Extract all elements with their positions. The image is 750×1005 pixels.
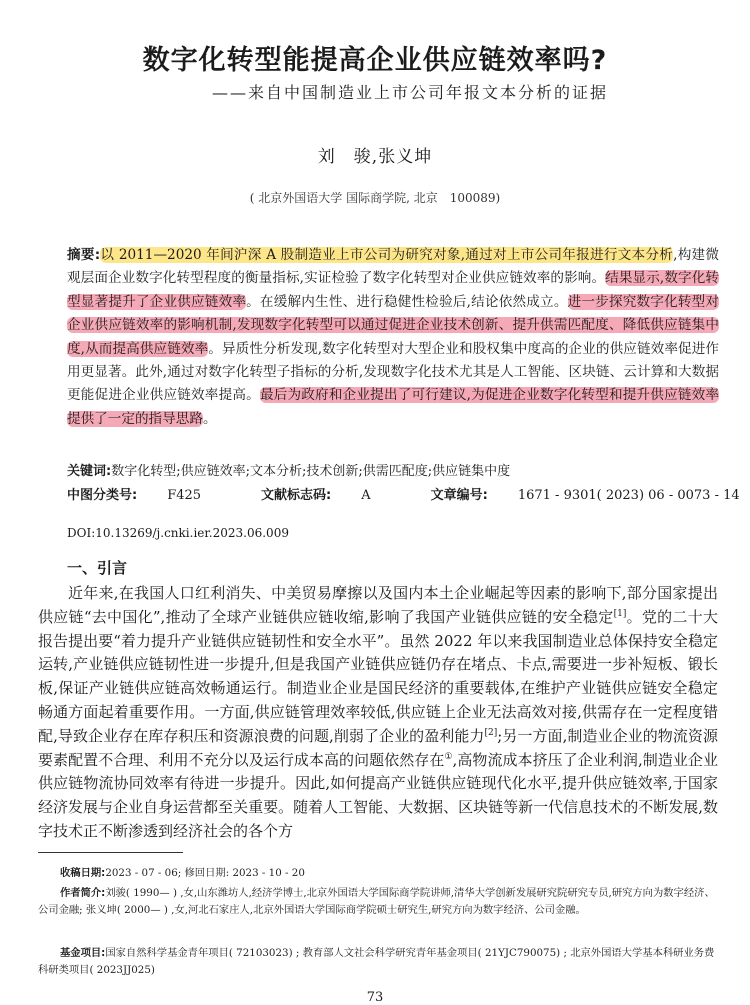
article-number-label: 文章编号:	[430, 488, 488, 503]
footnote-author-bio	[38, 885, 718, 919]
clc-value: F425	[167, 488, 202, 503]
author-bio-value: 刘骏( 1990— ) ,女,山东潍坊人,经济学博士,北京外国语大学国际商学院讲师,清华大学创新发展研究院研究专员,研究方向为数字经济、公司金融; 张义坤( 2000— ) ,女,河北石家庄人,北京外国语大学国际商学院硕士研究生,研究方向为数字经济、公司金融。	[38, 887, 715, 916]
abstract-text: ,构建微观层面企业数字化转型程度的衡量指标,实证检验了数字化转型对企业供应链效率的影响。	[67, 247, 719, 287]
author-bio-label: 作者简介:	[60, 887, 106, 899]
abstract-text: 。在缓解内生性、进行稳健性检验后,结论依然成立。	[246, 293, 568, 310]
paper-title: 数字化转型能提高企业供应链效率吗?	[142, 45, 608, 76]
keywords-value: 数字化转型;供应链效率;文本分析;技术创新;供需匹配度;供应链集中度	[111, 464, 511, 479]
classification-line	[67, 484, 750, 503]
intro-text: 。党的二十大报告提出要“着力提升产业链供应链韧性和安全水平”。虽然 2022 年以来我国制造业总体保持安全稳定运转,产业链供应链韧性进一步提升,但是我国产业链供应链仍存在堵点、卡点,需要进一步补短板、锻长板,保证产业链供应链高效畅通运行。制造业企业是国民经济的重要载体,在维护产业链供应链安全稳定畅通方面起着重要作用。一方面,供应链管理效率较低,供应链上企业无法高效对接,供需存在一定程度错配,导致企业存在库存积压和资源浪费的问题,削弱了企业的盈利能力	[38, 607, 718, 745]
funding-label: 基金项目:	[60, 947, 106, 959]
highlight-yellow-study-sample[interactable]: 以 2011—2020 年间沪深 A 股制造业上市公司为研究对象,通过对上市公司年报进行文本分析	[100, 247, 674, 263]
page-number: 73	[366, 990, 384, 1005]
abstract-label: 摘要:	[67, 247, 101, 263]
intro-text: ;另一方面,制造业企业的物流资源要素配置不合理、利用不充分以及运行成本高的问题依然存在	[38, 726, 718, 769]
abstract-block	[67, 244, 719, 431]
author-affiliation: ( 北京外国语大学 国际商学院, 北京 100089)	[249, 191, 501, 205]
highlight-pink-suggestions[interactable]: 最后为政府和企业提出了可行建议,为促进企业数字化转型和提升供应链效率提供了一定的指导思路	[67, 387, 720, 427]
paper-subtitle: ——来自中国制造业上市公司年报文本分析的证据	[211, 83, 608, 102]
funding-value: 国家自然科学基金青年项目( 72103023) ; 教育部人文社会科学研究青年基金项目( 21YJC790075) ; 北京外国语大学基本科研业务费科研类项目( 2023JJ025)	[38, 947, 715, 976]
dates-value: 2023 - 07 - 06; 修回日期: 2023 - 10 - 20	[105, 867, 305, 879]
intro-text: 近年来,在我国人口红利消失、中美贸易摩擦以及国内本土企业崛起等因素的影响下,部分国家提出供应链“去中国化”,推动了全球产业链供应链收缩,影响了我国产业链供应链的安全稳定	[38, 584, 718, 626]
clc-label: 中图分类号:	[67, 488, 138, 503]
footnote-dates	[60, 865, 710, 882]
dates-label: 收稿日期:	[60, 867, 106, 879]
author-names: 刘 骏,张义坤	[317, 147, 433, 167]
footnote-ref-1[interactable]: ①	[444, 751, 453, 762]
citation-ref-2[interactable]: [2]	[484, 727, 498, 738]
citation-ref-1[interactable]: [1]	[613, 608, 627, 619]
keywords-label: 关键词:	[67, 464, 112, 479]
doi[interactable]: DOI:10.13269/j.cnki.ier.2023.06.009	[67, 526, 289, 540]
doc-code-value: A	[361, 488, 371, 503]
footnote-divider	[38, 852, 183, 853]
abstract-text: 。	[202, 410, 217, 427]
article-number-value: 1671 - 9301( 2023) 06 - 0073 - 14	[517, 488, 740, 503]
highlight-pink-main-result[interactable]: 结果显示,数字化转型显著提升了企业供应链效率	[67, 270, 719, 310]
keywords-line	[67, 460, 510, 479]
footnote-funding	[38, 945, 718, 979]
intro-text: ,高物流成本挤压了企业利润,制造业企业供应链物流协同效率有待进一步提升。因此,如何提高产业链供应链现代化水平,提升供应链效率,于国家经济发展与企业自身运营都至关重要。随着人工智能、大数据、区块链等新一代信息技术的不断发展,数字技术正不断渗透到经济社会的各个方	[38, 750, 718, 840]
doc-code-label: 文献标志码:	[261, 488, 332, 503]
section-heading-introduction: 一、引言	[67, 559, 128, 577]
abstract-text: 。异质性分析发现,数字化转型对大型企业和股权集中度高的企业的供应链效率促进作用更显著。此外,通过对数字化转型子指标的分析,发现数字化技术尤其是人工智能、区块链、云计算和大数据更能促进企业供应链效率提高。	[67, 340, 719, 404]
highlight-pink-mechanism[interactable]: 进一步探究数字化转型对企业供应链效率的影响机制,发现数字化转型可以通过促进企业技术创新、提升供需匹配度、降低供应链集中度,从而提高供应链效率	[67, 293, 720, 357]
introduction-paragraph	[38, 582, 718, 844]
